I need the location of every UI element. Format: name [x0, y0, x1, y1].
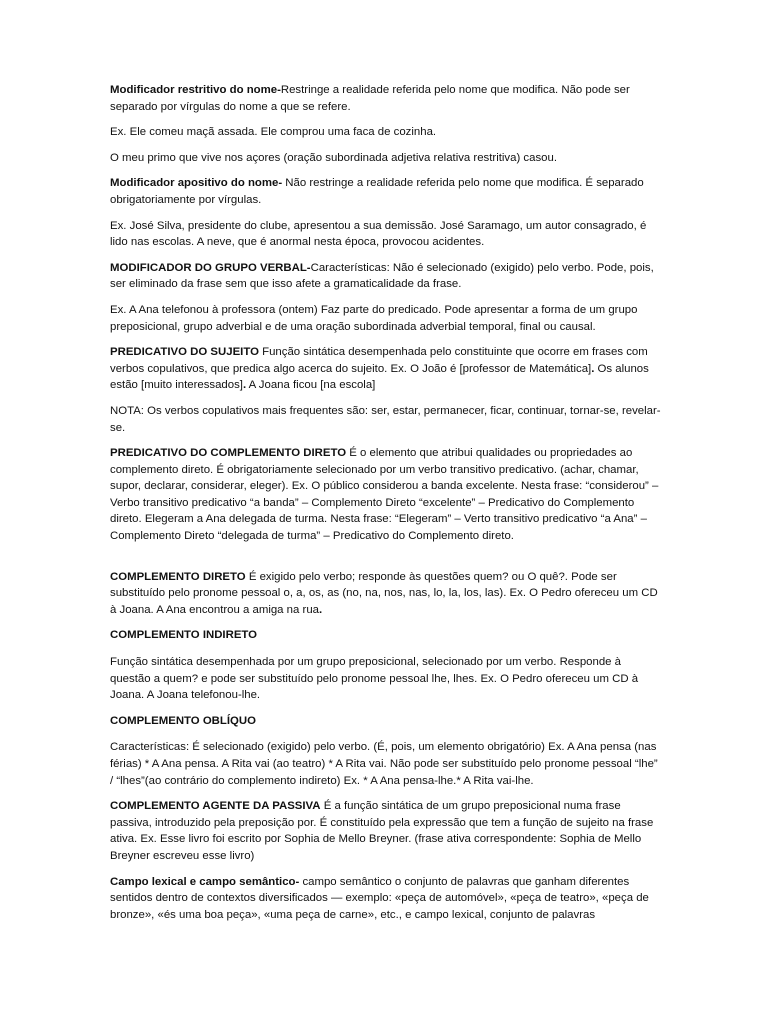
paragraph-text: É exigido pelo verbo; responde às questões quem? ou O quê?. Pode ser substituído pelo pronome pessoal o, a, os, as (no, na, nos, nas, lo, la, los, las). Ex. O Pedro ofereceu um CD à Joana. A Ana encontrou a amiga na rua: [110, 570, 658, 616]
paragraph-text: Restringe a realidade referida pelo nome que modifica. Não pode ser separado por vírgulas do nome a que se refere.: [110, 84, 630, 113]
term-heading: PREDICATIVO DO SUJEITO: [110, 346, 259, 359]
paragraph-text: A Joana ficou [na escola]: [246, 379, 376, 392]
term-heading: COMPLEMENTO DIRETO: [110, 570, 246, 583]
paragraph-nota: [110, 403, 664, 436]
paragraph-text: Função sintática desempenhada pelo constituinte que ocorre em frases com verbos copulativos, que predica algo acerca do sujeito. Ex. O João é [professor de Matemática]: [110, 346, 648, 375]
paragraph-text: Ex. A Ana telefonou à professora (ontem) Faz parte do predicado. Pode apresentar a forma de um grupo preposicional, grupo adverbial e de uma oração subordinada adverbial temporal, final ou causal.: [110, 303, 638, 333]
paragraph-text: Função sintática desempenhada por um grupo preposicional, selecionado por um verbo. Responde à questão a quem? e pode ser substituído pelo pronome pessoal lhe, lhes. Ex. O Pedro ofereceu um CD à Joana. A Joana telefonou-lhe.: [110, 656, 639, 702]
paragraph-modificador-restritivo: [110, 82, 664, 115]
paragraph-text: NOTA: Os verbos copulativos mais frequentes são: ser, estar, permanecer, ficar, continuar, tornar-se, revelar-se.: [110, 404, 661, 434]
heading-complemento-indireto: [110, 627, 664, 644]
paragraph-text: É a função sintática de um grupo preposicional numa frase passiva, introduzido pela preposição por. É constituído pela expressão que tem a função de sujeito na frase ativa. Ex. Esse livro foi escrito por Sophia de Mello Breyner. (frase ativa correspondente: Sophia de Mello Breyner escreveu esse livro): [110, 800, 654, 862]
paragraph-text: Características: Não é selecionado (exigido) pelo verbo. Pode, pois, ser eliminado da frase sem que isso afete a gramaticalidade da frase.: [110, 261, 654, 291]
bold-period: .: [591, 362, 595, 375]
paragraph-text: Os alunos estão [muito interessados]: [110, 362, 649, 392]
paragraph-complemento-indireto: [110, 654, 664, 704]
term-heading: COMPLEMENTO AGENTE DA PASSIVA: [110, 800, 321, 813]
term-heading: Modificador restritivo do nome-: [110, 84, 281, 96]
paragraph-predicativo-sujeito: [110, 344, 664, 394]
paragraph-text: Ex. Ele comeu maçã assada. Ele comprou uma faca de cozinha.: [110, 126, 437, 139]
paragraph-text: Ex. José Silva, presidente do clube, apresentou a sua demissão. José Saramago, um autor consagrado, é lido nas escolas. A neve, que é anormal nesta época, provocou acidentes.: [110, 219, 647, 249]
paragraph-complemento-obliquo: [110, 739, 664, 789]
bold-period: .: [319, 603, 323, 616]
paragraph-example-4: [110, 302, 664, 335]
paragraph-predicativo-complemento-direto: [110, 445, 664, 545]
paragraph-example-3: [110, 218, 664, 251]
paragraph-modificador-grupo-verbal: [110, 260, 664, 293]
paragraph-text: O meu primo que vive nos açores (oração subordinada adjetiva relativa restritiva) casou.: [110, 151, 557, 164]
paragraph-text: Não restringe a realidade referida pelo nome que modifica. É separado obrigatoriamente por vírgulas.: [110, 177, 644, 206]
paragraph-example-1: [110, 124, 664, 141]
term-heading: COMPLEMENTO OBLÍQUO: [110, 714, 256, 727]
heading-complemento-obliquo: [110, 713, 664, 730]
paragraph-complemento-direto: [110, 569, 664, 619]
term-heading: MODIFICADOR DO GRUPO VERBAL-: [110, 261, 311, 274]
paragraph-example-2: [110, 150, 664, 167]
paragraph-text: É o elemento que atribui qualidades ou propriedades ao complemento direto. É obrigatoriamente selecionado por um verbo transitivo predicativo. (achar, chamar, supor, declarar, considerar, eleger). Ex. O público considerou a banda excelente. Nesta frase: “considerou” – Verbo transitivo predicativo “a banda” – Complemento Direto “excelente” – Predicativo do Complemento direto. Elegeram a Ana delegada de turma. Nesta frase: “Elegeram” – Verto transitivo predicativo “a Ana” – Complemento Direto “delegada de turma” – Predicativo do Complemento direto.: [110, 447, 659, 543]
term-heading: COMPLEMENTO INDIRETO: [110, 629, 258, 642]
paragraph-text: campo semântico o conjunto de palavras que ganham diferentes sentidos dentro de contextos diversificados — exemplo: «peça de automóvel», «peça de teatro», «peça de bronze», «és uma boa peça», «uma peça de carne», etc., e campo lexical, conjunto de palavras: [110, 875, 649, 921]
paragraph-text: Características: É selecionado (exigido) pelo verbo. (É, pois, um elemento obrigatório) Ex. A Ana pensa (nas férias) * A Ana pensa. A Rita vai (ao teatro) * A Rita vai. Não pode ser substituído pelo pronome pessoal “lhe” / “lhes”(ao contrário do complemento indireto) Ex. * A Ana pensa-lhe.* A Rita vai-lhe.: [110, 741, 658, 787]
paragraph-campo-lexical: [110, 874, 664, 924]
term-heading: PREDICATIVO DO COMPLEMENTO DIRETO: [110, 447, 347, 460]
term-heading: Modificador apositivo do nome-: [110, 177, 283, 190]
term-heading: Campo lexical e campo semântico-: [110, 875, 300, 888]
paragraph-complemento-agente-passiva: [110, 798, 664, 864]
paragraph-modificador-apositivo: [110, 175, 664, 208]
bold-period: .: [242, 379, 247, 392]
